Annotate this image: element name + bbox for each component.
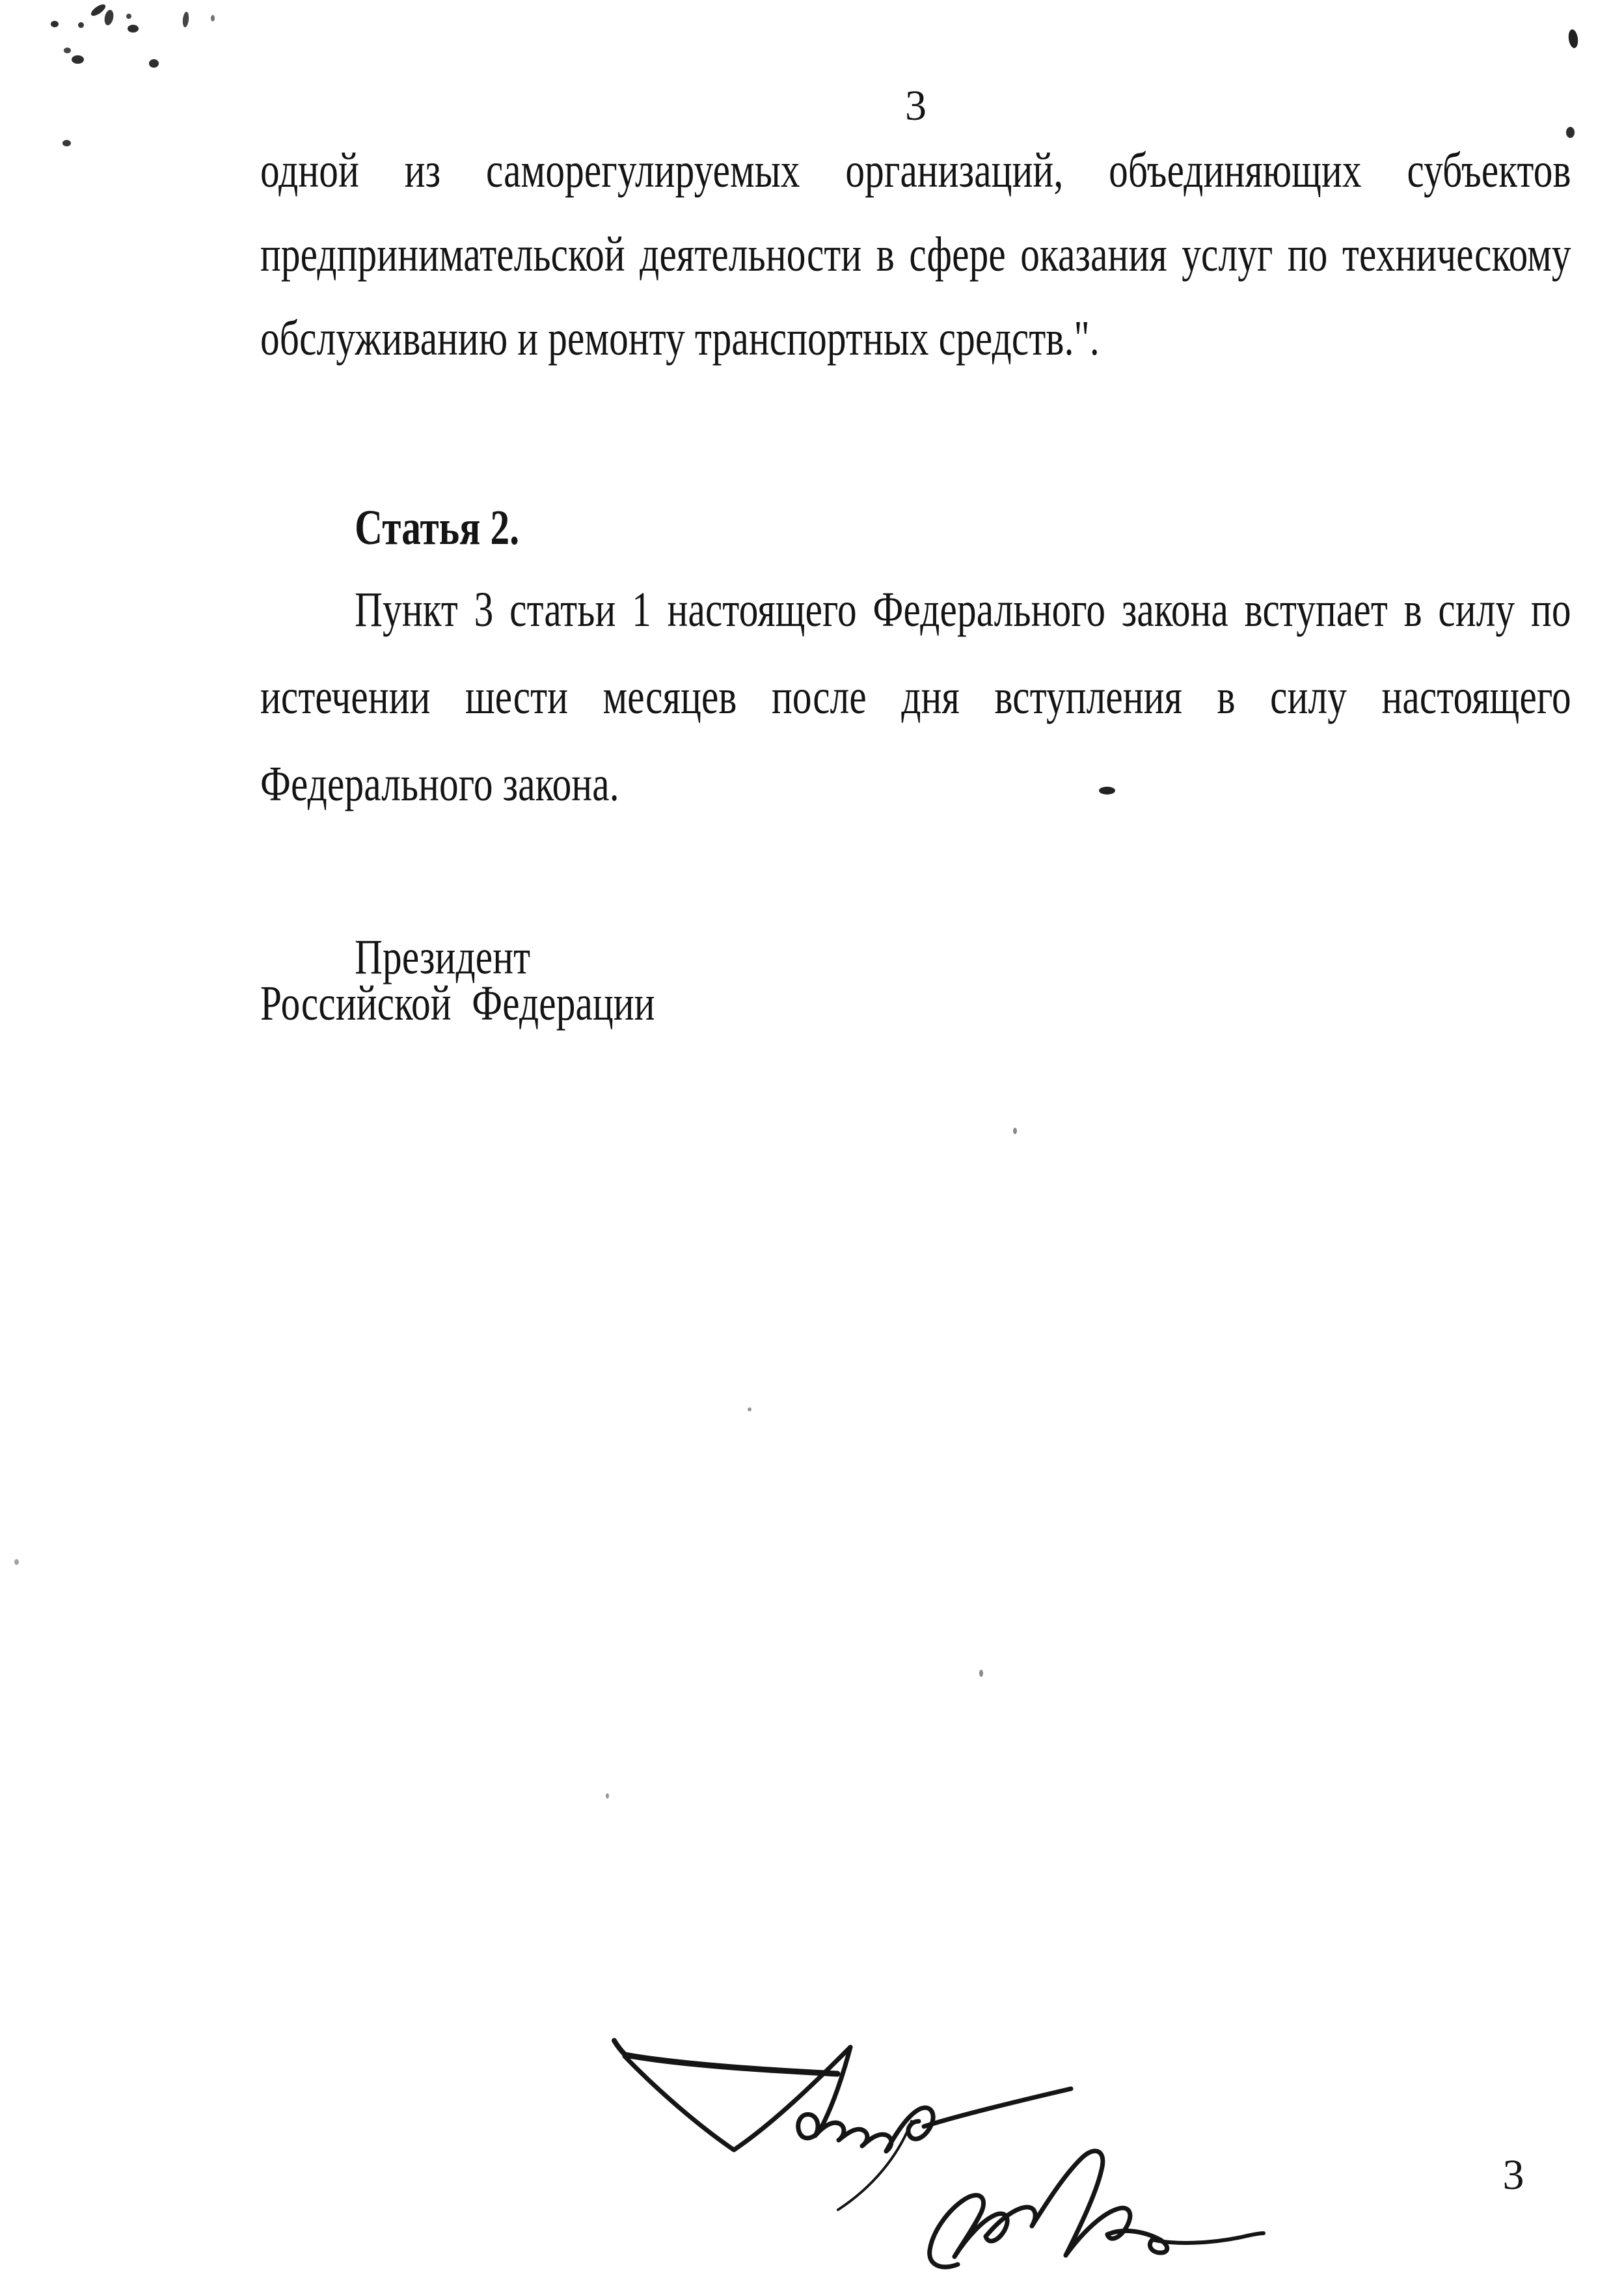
word: в [876,227,895,282]
scan-noise-speck [64,48,71,53]
word: месяцев [602,670,737,724]
scan-noise-speck [1099,787,1115,795]
article-2-body-line1 [260,582,1571,637]
word: вступления [994,670,1183,724]
scan-noise-speck [1566,127,1575,138]
word: по [1530,582,1571,637]
word: объединяющих [1109,143,1362,198]
word: силу [1270,670,1347,724]
article-2-body-line2 [260,672,1571,722]
signatory-title-line2: Российской Федерации [260,976,655,1031]
word: вступает [1244,582,1388,637]
scan-noise-speck [14,1559,19,1565]
word: техническому [1342,227,1571,282]
paragraph-continuation-line3: обслуживанию и ремонту транспортных средств.". [260,311,1100,366]
signatory-title-line1: Президент [355,930,531,985]
word: субъектов [1407,143,1571,198]
word: саморегулируемых [485,143,800,198]
word: после [772,670,867,724]
word: услуг [1182,227,1273,282]
word: силу [1438,582,1515,637]
scan-noise-speck [182,12,189,28]
scan-noise-speck [62,140,71,146]
word: в [1217,670,1236,724]
scan-noise-speck [979,1670,983,1677]
word: 3 [474,582,494,637]
word: Федерального [873,582,1106,637]
paragraph-continuation-line1 [260,143,1571,198]
handwritten-signature-image [560,2011,1366,2277]
word: шести [465,670,569,724]
word: предпринимательской [260,227,625,282]
scan-noise-speck [1013,1128,1017,1134]
word: истечении [260,670,431,724]
word: по [1287,227,1328,282]
scan-noise-speck [1567,29,1579,49]
word: закона [1121,582,1228,637]
article-2-heading: Статья 2. [355,500,520,555]
page-number-top: 3 [905,82,927,129]
paragraph-continuation-line2 [260,227,1571,282]
word: статьи [509,582,616,637]
scan-noise-speck [606,1793,609,1799]
scan-noise-speck [126,14,131,19]
word: в [1403,582,1422,637]
article-2-body-line3: Федерального закона. [260,757,619,811]
word: настоящего [667,582,857,637]
scan-noise-speck [72,55,84,64]
word: оказания [1020,227,1167,282]
scan-noise-speck [149,59,159,68]
word: сфере [909,227,1006,282]
scan-noise-speck [128,25,139,33]
scan-noise-speck [103,9,115,26]
scan-noise-speck [748,1407,751,1411]
word: организаций, [845,143,1064,198]
word: настоящего [1381,670,1571,724]
word: дня [901,670,960,724]
page-number-bottom: 3 [1502,2151,1524,2199]
word: из [404,143,441,198]
scan-noise-speck [78,22,84,28]
word: деятельности [640,227,862,282]
scan-noise-speck [51,21,59,27]
scan-noise-speck [211,15,215,21]
word: 1 [632,582,651,637]
word: одной [260,143,359,198]
word: Пункт [355,582,458,637]
